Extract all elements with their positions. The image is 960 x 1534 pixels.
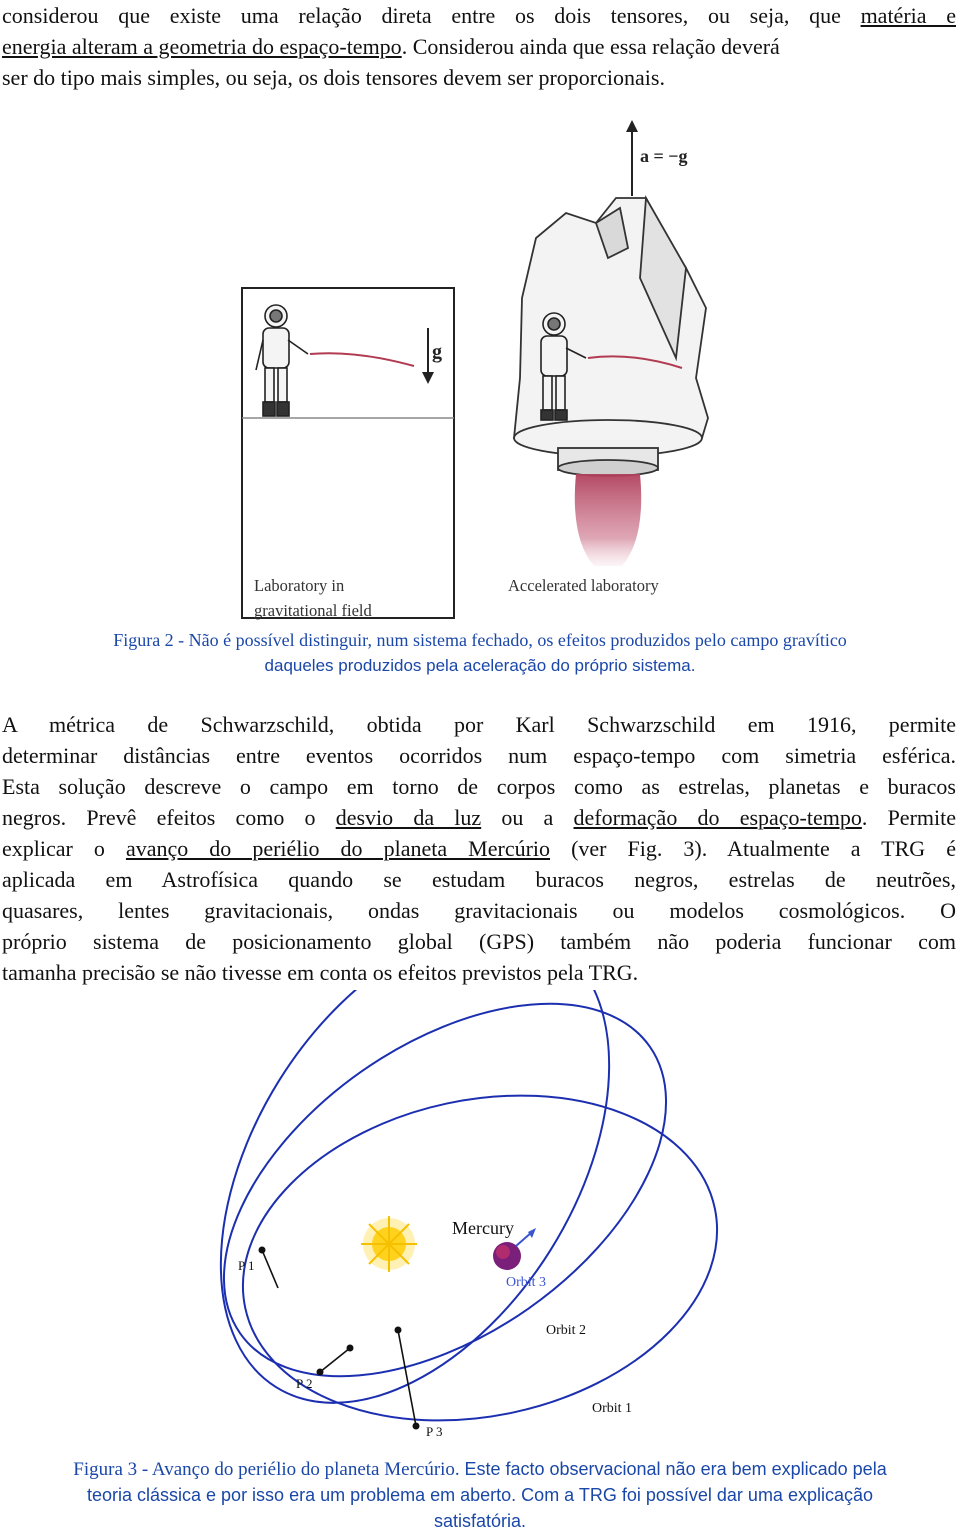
label-lab-gravity-2: gravitational field — [254, 601, 372, 620]
label-p3: P 3 — [426, 1424, 443, 1439]
mercury-motion-arrow-icon — [516, 1228, 536, 1246]
label-orbit-3: Orbit 3 — [506, 1275, 547, 1290]
lab-labels — [254, 576, 659, 620]
mercury-label: Mercury — [452, 1218, 514, 1238]
orbit-3-path — [140, 990, 689, 1456]
body-text: (ver Fig. 3). Atualmente a TRG é — [571, 836, 956, 861]
rocket-exhaust — [575, 474, 641, 566]
accel-label: a = −g — [640, 146, 688, 166]
body-paragraph — [2, 709, 956, 988]
body-line-6: aplicada em Astrofísica quando se estudam buracos negros, estrelas de neutrões, — [2, 867, 956, 892]
label-lab-accel: Accelerated laboratory — [508, 576, 659, 595]
intro-line-2 — [2, 31, 956, 62]
body-line-8: próprio sistema de posicionamento global (GPS) também não poderia funcionar com — [2, 929, 956, 954]
intro-text: . Considerou ainda que essa relação deverá — [401, 34, 780, 59]
figure-3-caption-line-1 — [0, 1456, 960, 1482]
body-line-4 — [2, 802, 956, 833]
intro-text: considerou que existe uma relação direta entre os dois tensores, ou seja, que — [2, 3, 841, 28]
link-avanco-perielio[interactable]: avanço do periélio do planeta Mercúrio — [125, 836, 551, 861]
trajectory-left — [310, 353, 414, 366]
orbits — [140, 990, 747, 1456]
figure-2-caption-line-1: Figura 2 - Não é possível distinguir, num sistema fechado, os efeitos produzidos pelo campo gravítico — [113, 630, 847, 650]
label-orbit-1: Orbit 1 — [592, 1401, 633, 1416]
body-line-7: quasares, lentes gravitacionais, ondas gravitacionais ou modelos cosmológicos. O — [2, 898, 956, 923]
link-materia-energia-cont[interactable]: energia alteram a geometria do espaço-tempo — [2, 34, 402, 59]
body-line-5 — [2, 833, 956, 864]
figure-2-illustration — [236, 118, 746, 628]
label-orbit-2: Orbit 2 — [546, 1323, 587, 1338]
intro-line-3: ser do tipo mais simples, ou seja, os dois tensores devem ser proporcionais. — [2, 65, 665, 90]
label-lab-gravity-1: Laboratory in — [254, 576, 345, 595]
perihelion-lines — [262, 1250, 416, 1426]
body-line-2: determinar distâncias entre eventos ocorridos num espaço-tempo com simetria esférica. — [2, 743, 956, 768]
body-text: ou a — [501, 805, 554, 830]
figure-3-caption-line-3: satisfatória. — [433, 1511, 527, 1531]
figure-3-caption-text: Este facto observacional não era bem explicado pela — [464, 1459, 887, 1479]
figure-3-labels — [238, 1258, 632, 1439]
figure-3-illustration — [0, 990, 960, 1456]
link-materia-energia[interactable]: matéria e — [860, 3, 956, 28]
figure-2-caption-line-2: daqueles produzidos pela aceleração do próprio sistema. — [264, 656, 696, 675]
figure-3-caption-line-2: teoria clássica e por isso era um problema em aberto. Com a TRG foi possível dar uma explicação — [86, 1485, 873, 1505]
link-desvio-da-luz[interactable]: desvio da luz — [335, 805, 482, 830]
link-deformacao-espaco-tempo[interactable]: deformação do espaço-tempo — [573, 805, 862, 830]
label-p2: P 2 — [296, 1376, 313, 1391]
intro-line-1 — [2, 0, 956, 31]
body-line-9: tamanha precisão se não tivesse em conta os efeitos previstos pela TRG. — [2, 960, 639, 985]
astronaut-left — [256, 305, 308, 416]
label-p1: P 1 — [238, 1258, 255, 1273]
accel-arrow — [626, 120, 638, 196]
figure-3-caption — [0, 1456, 960, 1534]
intro-paragraph — [2, 0, 956, 93]
body-line-1: A métrica de Schwarzschild, obtida por Karl Schwarzschild em 1916, permite — [2, 712, 956, 737]
orbit-2-path — [157, 990, 733, 1452]
figure-3-caption-title: Figura 3 - Avanço do periélio do planeta Mercúrio. — [73, 1459, 460, 1480]
figure-2-caption — [0, 627, 960, 679]
body-text: . Permite — [861, 805, 956, 830]
body-line-3: Esta solução descreve o campo em torno de corpos como as estrelas, planetas e buracos — [2, 774, 956, 799]
gravity-label: g — [432, 341, 442, 363]
body-text: explicar o — [2, 836, 105, 861]
body-text: negros. Prevê efeitos como o — [2, 805, 316, 830]
sun-icon — [361, 1216, 417, 1272]
